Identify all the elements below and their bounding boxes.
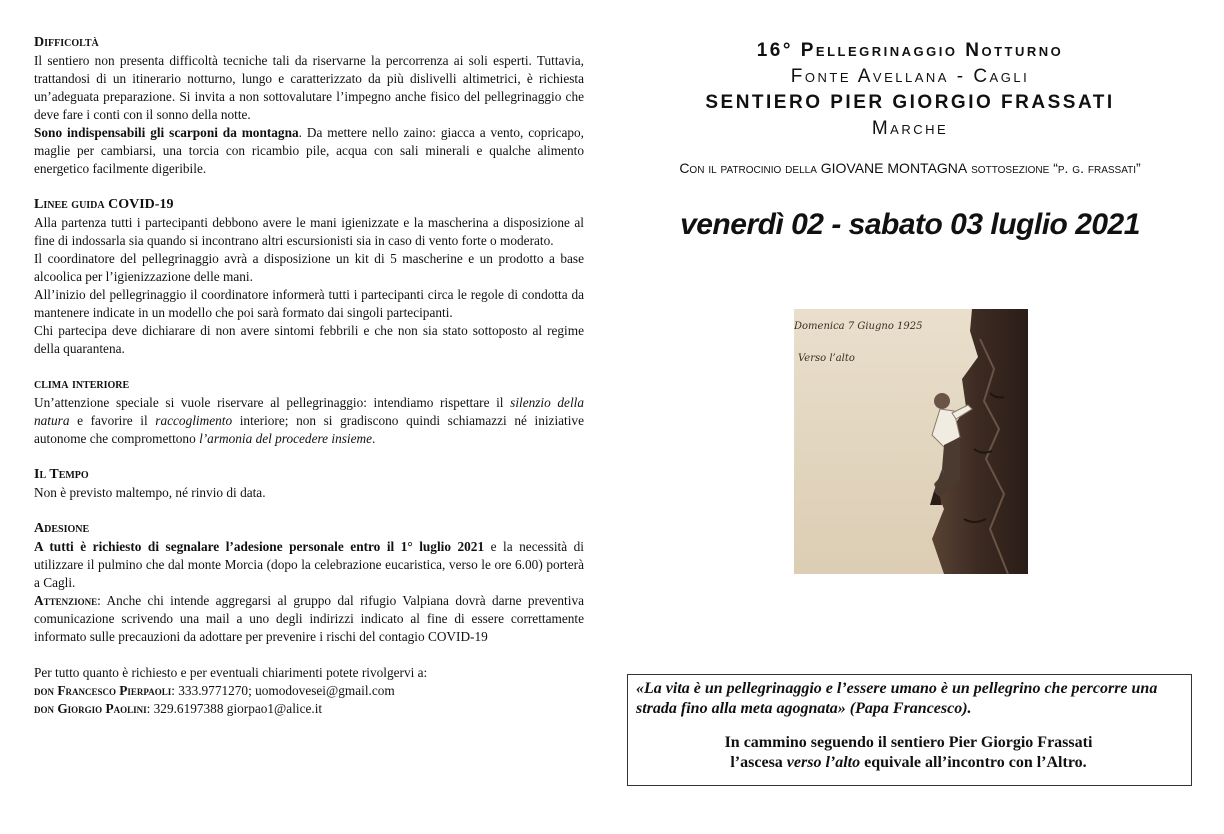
pope-quote: «La vita è un pellegrinaggio e l’essere umano è un pellegrino che percorre una strada fino alla meta agognata» (Papa Francesco). xyxy=(636,680,1158,717)
motto-pre: l’ascesa xyxy=(730,754,787,771)
contact-1-info: : 333.9771270; uomodovesei@gmail.com xyxy=(171,683,395,698)
adhesion-p2-rest: : Anche chi intende aggregarsi al gruppo dal rifugio Valpiana dovrà darne preventiva comunicazione scrivendo una mail a uno degli indirizzi indicato al fine di essere correttamente informato sulle precauzioni da adottare per prevenire i rischi del contagio COVID-19 xyxy=(34,593,584,644)
equipment-list: . Da mettere nello zaino: giacca a vento, copricapo, maglie per cambiarsi, una torcia con ricambio pile, acqua con sali minerali e qualche alimento energetico facilmente digeribile. xyxy=(34,125,584,176)
patron-post: sottosezione “p. g. frassati” xyxy=(967,160,1141,176)
quote-box xyxy=(627,674,1192,786)
climate-t2: e favorire il xyxy=(69,413,156,428)
adhesion-title: Adesione xyxy=(34,521,90,536)
climate-t1: Un’attenzione speciale si vuole riservare al pellegrinaggio: intendiamo rispettare il xyxy=(34,395,511,410)
climate-t4: . xyxy=(372,431,376,446)
contact-2-name: don Giorgio Paolini xyxy=(34,701,147,716)
contacts-intro: Per tutto quanto è richiesto e per eventuali chiarimenti potete rivolgervi a: xyxy=(34,665,428,680)
climate-i3: l’armonia del procedere insieme xyxy=(199,431,372,446)
adhesion-deadline: A tutti è richiesto di segnalare l’adesione personale entro il 1° luglio 2021 xyxy=(34,539,485,554)
attention-label: Attenzione xyxy=(34,593,98,608)
adhesion-p1-rest: e la necessità di utilizzare il pulmino che dal monte Morcia (dopo la celebrazione eucaristica, verso le ore 6.00) porterà a Cagli. xyxy=(34,539,584,590)
right-column xyxy=(610,36,1210,242)
weather-title: Il Tempo xyxy=(34,467,89,482)
event-route: Fonte Avellana - Cagli xyxy=(790,66,1030,87)
region: Marche xyxy=(871,118,949,139)
motto-italic: verso l’alto xyxy=(786,754,861,771)
patron-pre: Con il patrocinio della xyxy=(679,160,821,176)
event-title: 16° Pellegrinaggio Notturno xyxy=(756,40,1064,61)
covid-text-2: Il coordinatore del pellegrinaggio avrà a disposizione un kit di 5 mascherine e un prodotto a base alcoolica per l’igienizzazione delle mani. xyxy=(34,251,584,284)
covid-text-4: Chi partecipa deve dichiarare di non avere sintomi febbrili e che non sia stato sottoposto al regime della quarantena. xyxy=(34,323,584,356)
climate-i1: silenzio della natura xyxy=(34,395,584,428)
event-date: venerdì 02 - sabato 03 luglio 2021 xyxy=(680,208,1140,241)
photo-illustration xyxy=(794,309,1028,574)
left-column xyxy=(34,34,584,718)
contact-2 xyxy=(34,700,584,718)
difficulty-text: Il sentiero non presenta difficoltà tecniche tali da riservarne la percorrenza ai soli esperti. Tuttavia, trattandosi di un itinerario notturno, lungo e caratterizzato da più dislivelli altimetrici, è richiesta un’adeguata preparazione. Si invita a non sottovalutare l’impegno anche fisico del pellegrinaggio che deve fare i conti con il sonno della notte. xyxy=(34,53,584,122)
climate-t3: interiore; non si gradiscono quindi schiamazzi né iniziative autonome che compromettono xyxy=(34,413,584,446)
trail-name: SENTIERO PIER GIORGIO FRASSATI xyxy=(705,92,1115,113)
photo-caption-2: Verso l’alto xyxy=(798,353,855,364)
adhesion-text-1 xyxy=(34,538,584,592)
covid-text-3: All’inizio del pellegrinaggio il coordinatore informerà tutti i partecipanti circa le regole di condotta da mantenere indicate in un modello che poi sarà formato dai singoli partecipanti. xyxy=(34,287,584,320)
weather-text: Non è previsto maltempo, né rinvio di data. xyxy=(34,485,266,500)
contact-1 xyxy=(34,682,584,700)
climate-title: clima interiore xyxy=(34,377,130,392)
climate-text xyxy=(34,394,584,448)
patronage xyxy=(610,160,1210,176)
covid-text-1: Alla partenza tutti i partecipanti debbono avere le mani igienizzate e la mascherina a disposizione al fine di indossarla sia quando si incontrano altri escursionisti sia in caso di vento forte o moderato. xyxy=(34,215,584,248)
patron-org: GIOVANE MONTAGNA xyxy=(820,160,968,176)
motto xyxy=(636,733,1181,773)
contact-1-name: don Francesco Pierpaoli xyxy=(34,683,172,698)
climate-i2: raccoglimento xyxy=(155,413,233,428)
difficulty-equipment xyxy=(34,124,584,178)
difficulty-title: Difficoltà xyxy=(34,35,99,50)
motto-line-1: In cammino seguendo il sentiero Pier Giorgio Frassati xyxy=(724,734,1093,751)
contact-2-info: : 329.6197388 giorpao1@alice.it xyxy=(146,701,323,716)
climber-head xyxy=(934,393,950,409)
covid-title: Linee guida COVID-19 xyxy=(34,197,174,212)
boots-required: Sono indispensabili gli scarponi da montagna xyxy=(34,125,299,140)
motto-post: equivale all’incontro con l’Altro. xyxy=(860,754,1087,771)
adhesion-text-2 xyxy=(34,592,584,646)
photo-caption-1: Domenica 7 Giugno 1925 xyxy=(794,321,923,332)
frassati-climbing-photo xyxy=(794,309,1028,574)
